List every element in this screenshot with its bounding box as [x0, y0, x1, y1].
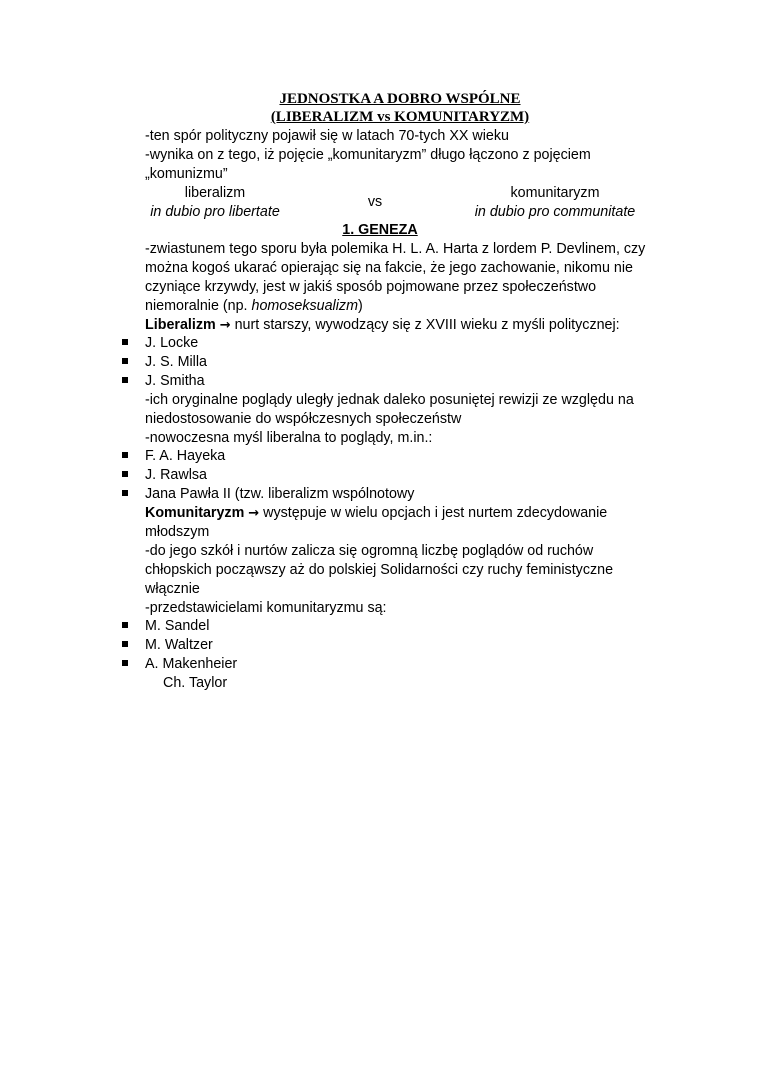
schools-line: chłopskich począwszy aż do polskiej Solidarności czy ruchy feministyczne: [145, 562, 614, 578]
schools-line: włącznie: [145, 581, 200, 597]
bullet-icon: [122, 660, 128, 666]
arrow-right-icon: →: [219, 318, 231, 333]
bullet-icon: [122, 339, 128, 345]
intro-line: -ten spór polityczny pojawił się w latach 70-tych XX wieku: [145, 128, 509, 144]
list-item: J. S. Milla: [145, 354, 207, 370]
liberalism-name: liberalizm: [184, 185, 246, 201]
document-title: JEDNOSTKA A DOBRO WSPÓLNE: [279, 91, 521, 107]
communitarianism-definition-cont: młodszym: [145, 524, 210, 540]
list-item: Jana Pawła II (tzw. liberalizm wspólnotowy: [145, 486, 415, 502]
revision-line: -ich oryginalne poglądy uległy jednak daleko posuniętej rewizji ze względu na: [145, 392, 634, 408]
versus-label: vs: [367, 194, 383, 210]
geneza-line: można kogoś ukarać opierając się na fakcie, że jego zachowanie, nikomu nie: [145, 260, 633, 276]
bullet-icon: [122, 452, 128, 458]
communitarianism-motto: in dubio pro communitate: [474, 204, 636, 220]
document-subtitle: (LIBERALIZM vs KOMUNITARYZM): [270, 109, 530, 125]
bullet-icon: [122, 358, 128, 364]
communitarianism-name: komunitaryzm: [510, 185, 600, 201]
list-item: A. Makenheier: [145, 656, 238, 672]
list-item: J. Rawlsa: [145, 467, 207, 483]
example-term: homoseksualizm: [251, 298, 358, 314]
schools-line: -przedstawicielami komunitaryzmu są:: [145, 600, 387, 616]
revision-line: niedostosowanie do współczesnych społeczeństw: [145, 411, 462, 427]
geneza-line-last: niemoralnie (np. homoseksualizm): [145, 298, 363, 314]
schools-line: -do jego szkół i nurtów zalicza się ogromną liczbę poglądów od ruchów: [145, 543, 594, 559]
list-item: J. Smitha: [145, 373, 205, 389]
list-item: M. Sandel: [145, 618, 210, 634]
intro-line: -wynika on z tego, iż pojęcie „komunitaryzm” długo łączono z pojęciem: [145, 147, 591, 163]
bullet-icon: [122, 377, 128, 383]
bullet-icon: [122, 641, 128, 647]
geneza-line: -zwiastunem tego sporu była polemika H. L. A. Harta z lordem P. Devlinem, czy: [145, 241, 646, 257]
arrow-right-icon: →: [248, 506, 260, 521]
list-item: F. A. Hayeka: [145, 448, 226, 464]
section-heading: 1. GENEZA: [342, 222, 418, 238]
bullet-icon: [122, 622, 128, 628]
bullet-icon: [122, 471, 128, 477]
revision-line: -nowoczesna myśl liberalna to poglądy, m.in.:: [145, 430, 433, 446]
liberalism-definition: Liberalizm → nurt starszy, wywodzący się z XVIII wieku z myśli politycznej:: [145, 317, 620, 333]
list-item: J. Locke: [145, 335, 199, 351]
list-item-extra: Ch. Taylor: [163, 675, 228, 691]
list-item: M. Waltzer: [145, 637, 213, 653]
communitarianism-label: Komunitaryzm: [145, 505, 245, 521]
geneza-line: czyniące krzywdy, jest w jakiś sposób pojmowane przez społeczeństwo: [145, 279, 597, 295]
liberalism-motto: in dubio pro libertate: [150, 204, 280, 220]
communitarianism-definition: Komunitaryzm → występuje w wielu opcjach i jest nurtem zdecydowanie: [145, 505, 608, 521]
liberalism-label: Liberalizm: [145, 317, 216, 333]
intro-line: „komunizmu”: [145, 166, 228, 182]
bullet-icon: [122, 490, 128, 496]
